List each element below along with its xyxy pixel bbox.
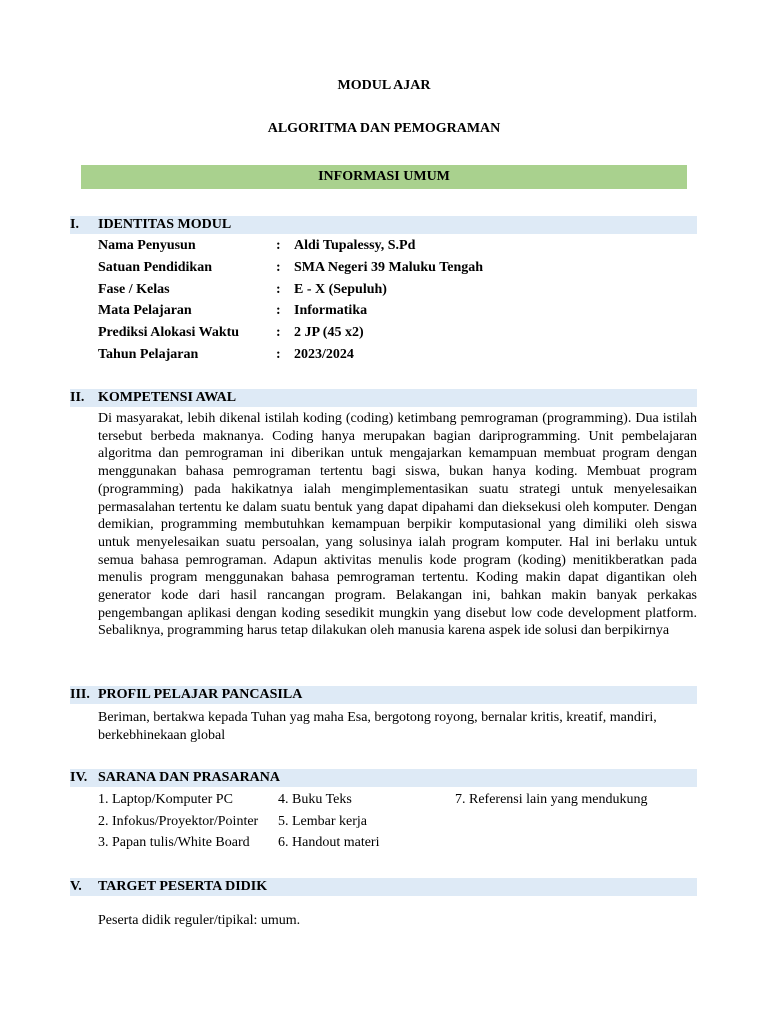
identitas-value: 2023/2024 [294, 347, 354, 362]
identitas-key: Prediksi Alokasi Waktu [98, 325, 240, 340]
identitas-value: E - X (Sepuluh) [294, 282, 387, 297]
target-text: Peserta didik reguler/tipikal: umum. [98, 913, 301, 928]
section-number: IV. [70, 770, 88, 785]
identitas-row [98, 260, 658, 280]
identitas-colon: : [276, 303, 281, 318]
section-label: IDENTITAS MODUL [98, 217, 232, 232]
facility-item: 3. Papan tulis/White Board [98, 835, 250, 850]
identitas-row [98, 282, 658, 302]
identitas-value: 2 JP (45 x2) [294, 325, 364, 340]
identitas-colon: : [276, 238, 281, 253]
identitas-colon: : [276, 260, 281, 275]
identitas-key: Satuan Pendidikan [98, 260, 212, 275]
identitas-key: Fase / Kelas [98, 282, 170, 297]
kompetensi-awal-paragraph: Di masyarakat, lebih dikenal istilah koding (coding) ketimbang pemrograman (programming). Dua istilah tersebut berbeda maknanya. Coding hanya merupakan bagian dariprogramming. Unit pembelajaran algoritma dan pemrograman ini diberikan untuk mengajarkan kemampuan membuat program dengan menggunakan bahasa pemrograman tertentu bagi siswa, bukan hanya koding. Membuat program (programming) pada hakikatnya ialah mengimplementasikan suatu strategi untuk menyelesaikan permasalahan tertentu ke dalam suatu bentuk yang dapat dipahami dan dieksekusi oleh komputer. Dengan demikian, programming membutuhkan kemampuan berpikir komputasional yang dimiliki oleh siswa untuk menyelesaikan suatu persoalan, yang solusinya ialah program komputer. Hal ini berlaku untuk semua bahasa pemrograman. Adapun aktivitas menulis kode program (koding) menitikberatkan pada menulis program menggunakan bahasa pemrograman tertentu. Koding makin dapat digantikan oleh generator kode dari hasil rancangan program. Belakangan ini, bahkan makin banyak perkakas pengembangan aplikasi dengan koding sesedikit mungkin yang disebut low code development platform. Sebaliknya, programming harus tetap dilakukan oleh manusia karena aspek ide solusi dan berpikirnya [98, 411, 697, 639]
identitas-colon: : [276, 325, 281, 340]
section-number: V. [70, 879, 82, 894]
identitas-key: Nama Penyusun [98, 238, 196, 253]
identitas-row [98, 347, 658, 367]
section-number: II. [70, 390, 85, 405]
informasi-umum-band: INFORMASI UMUM [81, 165, 687, 189]
identitas-key: Tahun Pelajaran [98, 347, 199, 362]
section-header-target [70, 878, 697, 896]
identitas-colon: : [276, 347, 281, 362]
identitas-key: Mata Pelajaran [98, 303, 192, 318]
facility-item: 7. Referensi lain yang mendukung [455, 792, 648, 807]
identitas-value: SMA Negeri 39 Maluku Tengah [294, 260, 484, 275]
facility-item: 2. Infokus/Proyektor/Pointer [98, 814, 259, 829]
identitas-row [98, 303, 658, 323]
section-number: III. [70, 687, 90, 702]
section-header-profil [70, 686, 697, 704]
section-header-sarana [70, 769, 697, 787]
section-header-kompetensi [70, 389, 697, 407]
section-label: PROFIL PELAJAR PANCASILA [98, 687, 303, 702]
facility-item: 5. Lembar kerja [278, 814, 368, 829]
identitas-value: Informatika [294, 303, 368, 318]
module-subtitle: ALGORITMA DAN PEMOGRAMAN [267, 121, 501, 136]
facility-item: 4. Buku Teks [278, 792, 352, 807]
module-title: MODUL AJAR [337, 78, 431, 93]
section-label: KOMPETENSI AWAL [98, 390, 237, 405]
identitas-colon: : [276, 282, 281, 297]
section-number: I. [70, 217, 79, 232]
identitas-row [98, 238, 658, 258]
facility-item: 6. Handout materi [278, 835, 380, 850]
facility-item: 1. Laptop/Komputer PC [98, 792, 233, 807]
section-header-identitas [70, 216, 697, 234]
section-label: SARANA DAN PRASARANA [98, 770, 281, 785]
identitas-value: Aldi Tupalessy, S.Pd [294, 238, 416, 253]
identitas-row [98, 325, 658, 345]
section-label: TARGET PESERTA DIDIK [98, 879, 268, 894]
profil-pancasila-text: Beriman, bertakwa kepada Tuhan yag maha Esa, bergotong royong, bernalar kritis, kreatif, mandiri, berkebhinekaan global [98, 710, 657, 743]
